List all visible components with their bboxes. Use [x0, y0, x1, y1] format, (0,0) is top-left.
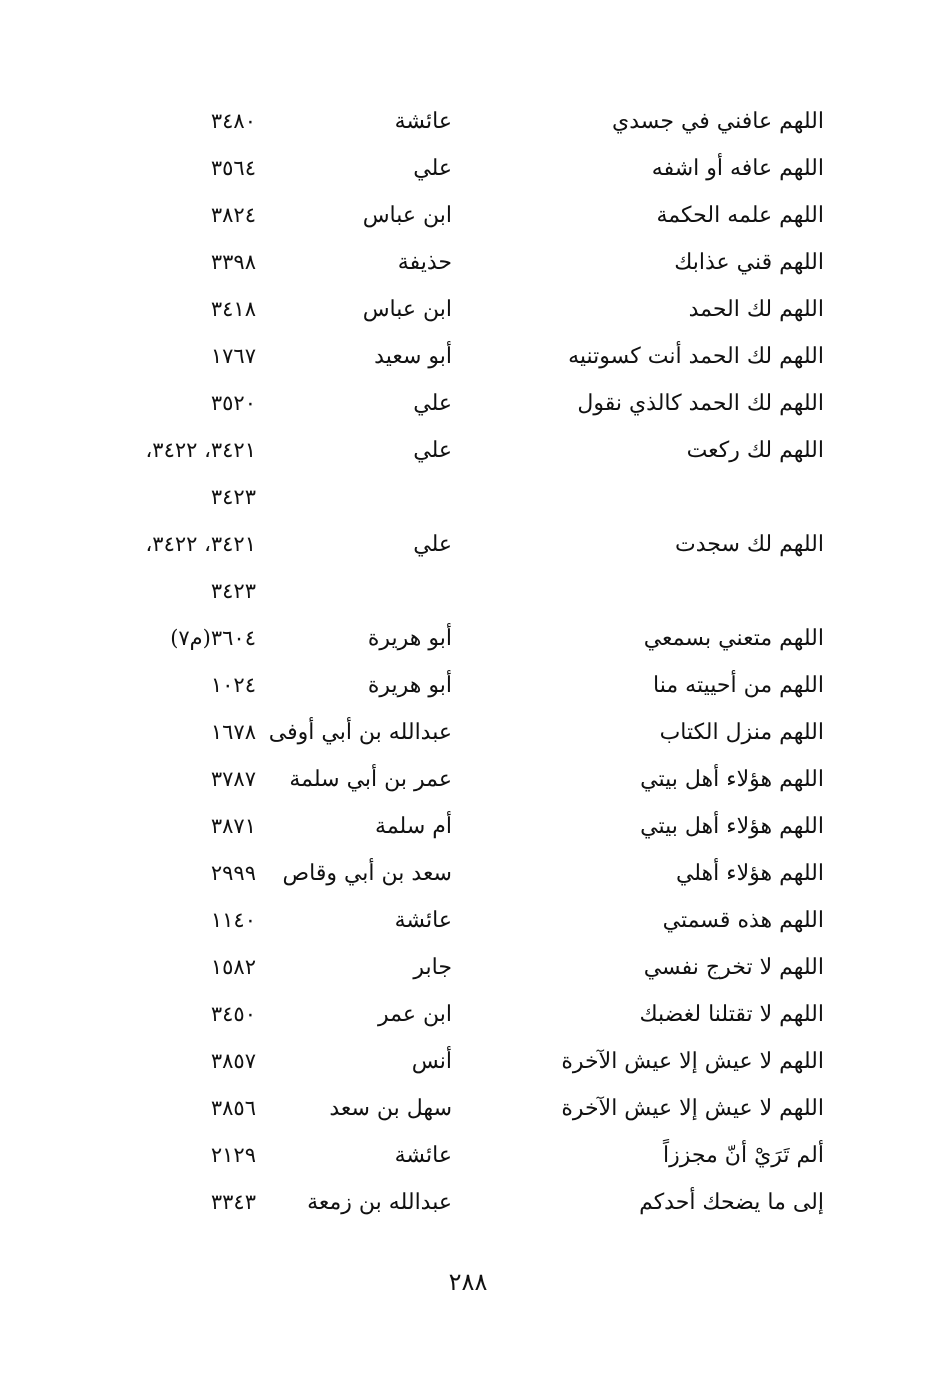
hadith-numbers: ٣٤١٨ [210, 297, 256, 321]
table-row [0, 615, 936, 662]
table-row [0, 850, 936, 897]
narrator-name: عائشة [394, 109, 452, 134]
page-number: ٢٨٨ [448, 1268, 488, 1296]
narrator-name: سعد بن أبي وقاص [282, 861, 452, 886]
hadith-text: اللهم لك سجدت [674, 532, 824, 557]
table-row [0, 1085, 936, 1132]
table-row [0, 521, 936, 568]
hadith-numbers: ٣٦٠٤(م٧) [170, 626, 256, 650]
hadith-numbers: ١٠٢٤ [210, 673, 256, 697]
hadith-numbers: ٣٨٢٤ [210, 203, 256, 227]
table-row [0, 803, 936, 850]
hadith-numbers: ١٥٨٢ [210, 955, 256, 979]
table-row [0, 239, 936, 286]
table-row [0, 756, 936, 803]
hadith-numbers: ٣٧٨٧ [210, 767, 256, 791]
narrator-name: أبو هريرة [367, 626, 452, 651]
narrator-name: أنس [411, 1049, 452, 1074]
hadith-text: اللهم هؤلاء أهل بيتي [640, 814, 824, 839]
hadith-text: اللهم متعني بسمعي [643, 626, 824, 651]
hadith-text: ألم تَرَيْ أنّ مجززاً [662, 1143, 824, 1168]
hadith-text: إلى ما يضحك أحدكم [639, 1190, 824, 1215]
hadith-text: اللهم هؤلاء أهل بيتي [640, 767, 824, 792]
narrator-name: علي [413, 438, 452, 463]
table-row [0, 380, 936, 427]
narrator-name: ابن عمر [378, 1002, 452, 1027]
hadith-numbers: ١٦٧٨ [210, 720, 256, 744]
narrator-name [262, 568, 452, 615]
narrator-name: ابن عباس [362, 297, 452, 322]
narrator-name: عبدالله بن زمعة [307, 1190, 452, 1215]
narrator-name: جابر [413, 955, 452, 980]
hadith-text: اللهم لك ركعت [686, 438, 824, 463]
table-row [0, 897, 936, 944]
narrator-name: علي [413, 391, 452, 416]
table-row [0, 427, 936, 474]
hadith-text: اللهم لك الحمد كالذي نقول [577, 391, 824, 416]
hadith-text [504, 474, 824, 521]
narrator-name: أبو هريرة [367, 673, 452, 698]
hadith-text: اللهم لك الحمد أنت كسوتنيه [568, 344, 824, 369]
hadith-numbers: ٣٤٢١، ٣٤٢٢، [145, 438, 256, 462]
narrator-name: ابن عباس [362, 203, 452, 228]
hadith-numbers: ٣٤٢٣ [210, 579, 256, 603]
narrator-name: أم سلمة [375, 814, 452, 839]
narrator-name: حذيفة [397, 250, 452, 275]
table-row [0, 333, 936, 380]
hadith-text: اللهم منزل الكتاب [659, 720, 824, 745]
hadith-text: اللهم عافني في جسدي [611, 109, 824, 134]
table-row [0, 286, 936, 333]
narrator-name: علي [413, 156, 452, 181]
table-row [0, 1179, 936, 1226]
hadith-text: اللهم لك الحمد [688, 297, 824, 322]
table-row [0, 98, 936, 145]
hadith-numbers: ٣٥٢٠ [210, 391, 256, 415]
table-row [0, 944, 936, 991]
hadith-numbers: ٣٤٥٠ [210, 1002, 256, 1026]
hadith-text: اللهم من أحييته منا [653, 673, 824, 698]
hadith-numbers: ٣٤٨٠ [210, 109, 256, 133]
narrator-name: أبو سعيد [374, 344, 452, 369]
hadith-numbers: ٣٥٦٤ [210, 156, 256, 180]
table-row [0, 568, 936, 615]
hadith-text: اللهم لا عيش إلا عيش الآخرة [561, 1049, 824, 1074]
narrator-name: عائشة [394, 908, 452, 933]
hadith-text: اللهم لا تقتلنا لغضبك [639, 1002, 824, 1027]
table-row [0, 145, 936, 192]
table-row [0, 1038, 936, 1085]
hadith-text: اللهم هذه قسمتي [662, 908, 824, 933]
narrator-name [262, 474, 452, 521]
narrator-name: علي [413, 532, 452, 557]
hadith-text: اللهم هؤلاء أهلي [675, 861, 824, 886]
table-row [0, 474, 936, 521]
hadith-numbers: ٢١٢٩ [210, 1143, 256, 1167]
hadith-text: اللهم علمه الحكمة [656, 203, 824, 228]
hadith-numbers: ٢٩٩٩ [210, 861, 256, 885]
hadith-numbers: ٣٤٢٣ [210, 485, 256, 509]
narrator-name: عمر بن أبي سلمة [289, 767, 452, 792]
table-row [0, 1132, 936, 1179]
narrator-name: عبدالله بن أبي أوفى [268, 720, 452, 745]
hadith-numbers: ٣٤٢١، ٣٤٢٢، [145, 532, 256, 556]
hadith-text [504, 568, 824, 615]
hadith-numbers: ٣٣٤٣ [210, 1190, 256, 1214]
hadith-numbers: ٣٣٩٨ [210, 250, 256, 274]
hadith-numbers: ٣٨٧١ [210, 814, 256, 838]
table-row [0, 192, 936, 239]
narrator-name: عائشة [394, 1143, 452, 1168]
hadith-text: اللهم قني عذابك [674, 250, 824, 275]
hadith-numbers: ١١٤٠ [210, 908, 256, 932]
hadith-text: اللهم لا عيش إلا عيش الآخرة [561, 1096, 824, 1121]
table-row [0, 662, 936, 709]
hadith-numbers: ٣٨٥٦ [210, 1096, 256, 1120]
hadith-text: اللهم عافه أو اشفه [651, 156, 824, 181]
table-row [0, 709, 936, 756]
hadith-numbers: ٣٨٥٧ [210, 1049, 256, 1073]
hadith-numbers: ١٧٦٧ [210, 344, 256, 368]
narrator-name: سهل بن سعد [329, 1096, 452, 1121]
hadith-text: اللهم لا تخرج نفسي [643, 955, 824, 980]
table-row [0, 991, 936, 1038]
hadith-index-table [0, 98, 936, 1226]
